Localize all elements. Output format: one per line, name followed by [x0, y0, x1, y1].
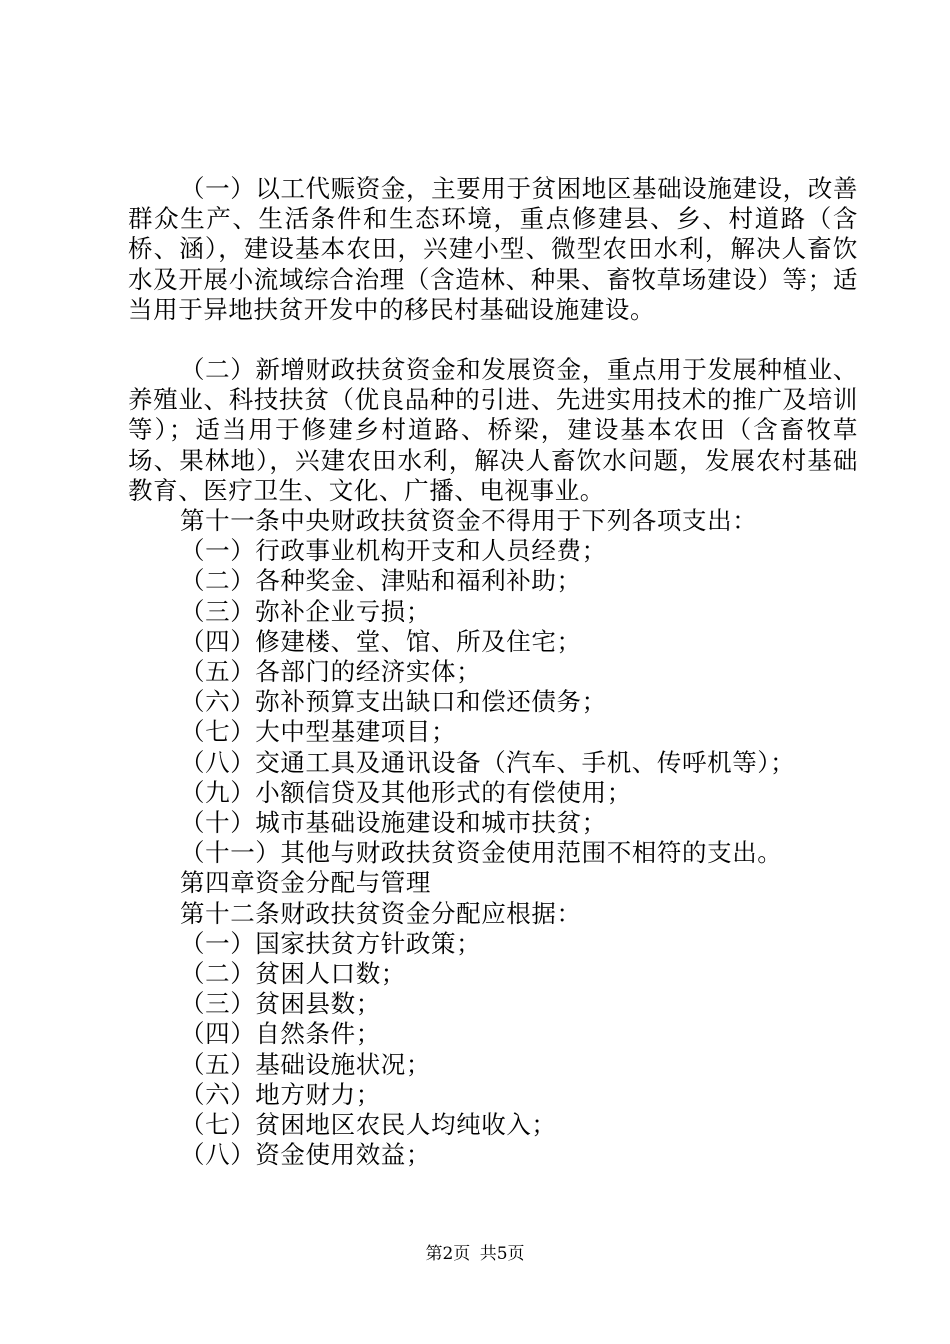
list-item: （二）贫困人口数； — [180, 959, 406, 989]
list-item: （一）行政事业机构开支和人员经费； — [180, 536, 607, 566]
article-11-heading: 第十一条中央财政扶贫资金不得用于下列各项支出： — [180, 506, 758, 536]
list-item: （八）交通工具及通讯设备（汽车、手机、传呼机等）； — [180, 747, 796, 777]
list-item: （四）修建楼、堂、馆、所及住宅； — [180, 626, 582, 656]
page-footer — [0, 1243, 950, 1265]
list-item: （十一）其他与财政扶贫资金使用范围不相符的支出。 — [180, 838, 783, 868]
paragraph-new-poverty-funds: （二）新增财政扶贫资金和发展资金，重点用于发展种植业、养殖业、科技扶贫（优良品种的引进、先进实用技术的推广及培训等）；适当用于修建乡村道路、桥梁，建设基本农田（含畜牧草场、果林地），兴建农田水利，解决人畜饮水问题，发展农村基础教育、医疗卫生、文化、广播、电视事业。 — [128, 355, 858, 505]
list-item: （六）地方财力； — [180, 1079, 381, 1109]
document-body — [128, 174, 858, 1171]
list-item: （五）基础设施状况； — [180, 1049, 431, 1079]
list-item: （十）城市基础设施建设和城市扶贫； — [180, 808, 607, 838]
list-item: （五）各部门的经济实体； — [180, 657, 482, 687]
article-12-heading: 第十二条财政扶贫资金分配应根据： — [180, 898, 582, 928]
list-item: （三）弥补企业亏损； — [180, 596, 431, 626]
list-item: （八）资金使用效益； — [180, 1140, 431, 1170]
list-item: （一）国家扶贫方针政策； — [180, 928, 482, 958]
list-item: （七）大中型基建项目； — [180, 717, 457, 747]
list-item: （七）贫困地区农民人均纯收入； — [180, 1110, 557, 1140]
list-item: （九）小额信贷及其他形式的有偿使用； — [180, 777, 632, 807]
page-number: 第2页 — [425, 1244, 471, 1264]
list-item: （四）自然条件； — [180, 1019, 381, 1049]
list-item: （六）弥补预算支出缺口和偿还债务； — [180, 687, 607, 717]
paragraph-work-relief-funds: （一）以工代赈资金，主要用于贫困地区基础设施建设，改善群众生产、生活条件和生态环境，重点修建县、乡、村道路（含桥、涵），建设基本农田，兴建小型、微型农田水利，解决人畜饮水及开展小流域综合治理（含造林、种果、畜牧草场建设）等；适当用于异地扶贫开发中的移民村基础设施建设。 — [128, 174, 858, 324]
list-item: （二）各种奖金、津贴和福利补助； — [180, 566, 582, 596]
page-total: 共5页 — [479, 1244, 525, 1264]
chapter-4-heading: 第四章资金分配与管理 — [180, 868, 431, 898]
list-item: （三）贫困县数； — [180, 989, 381, 1019]
